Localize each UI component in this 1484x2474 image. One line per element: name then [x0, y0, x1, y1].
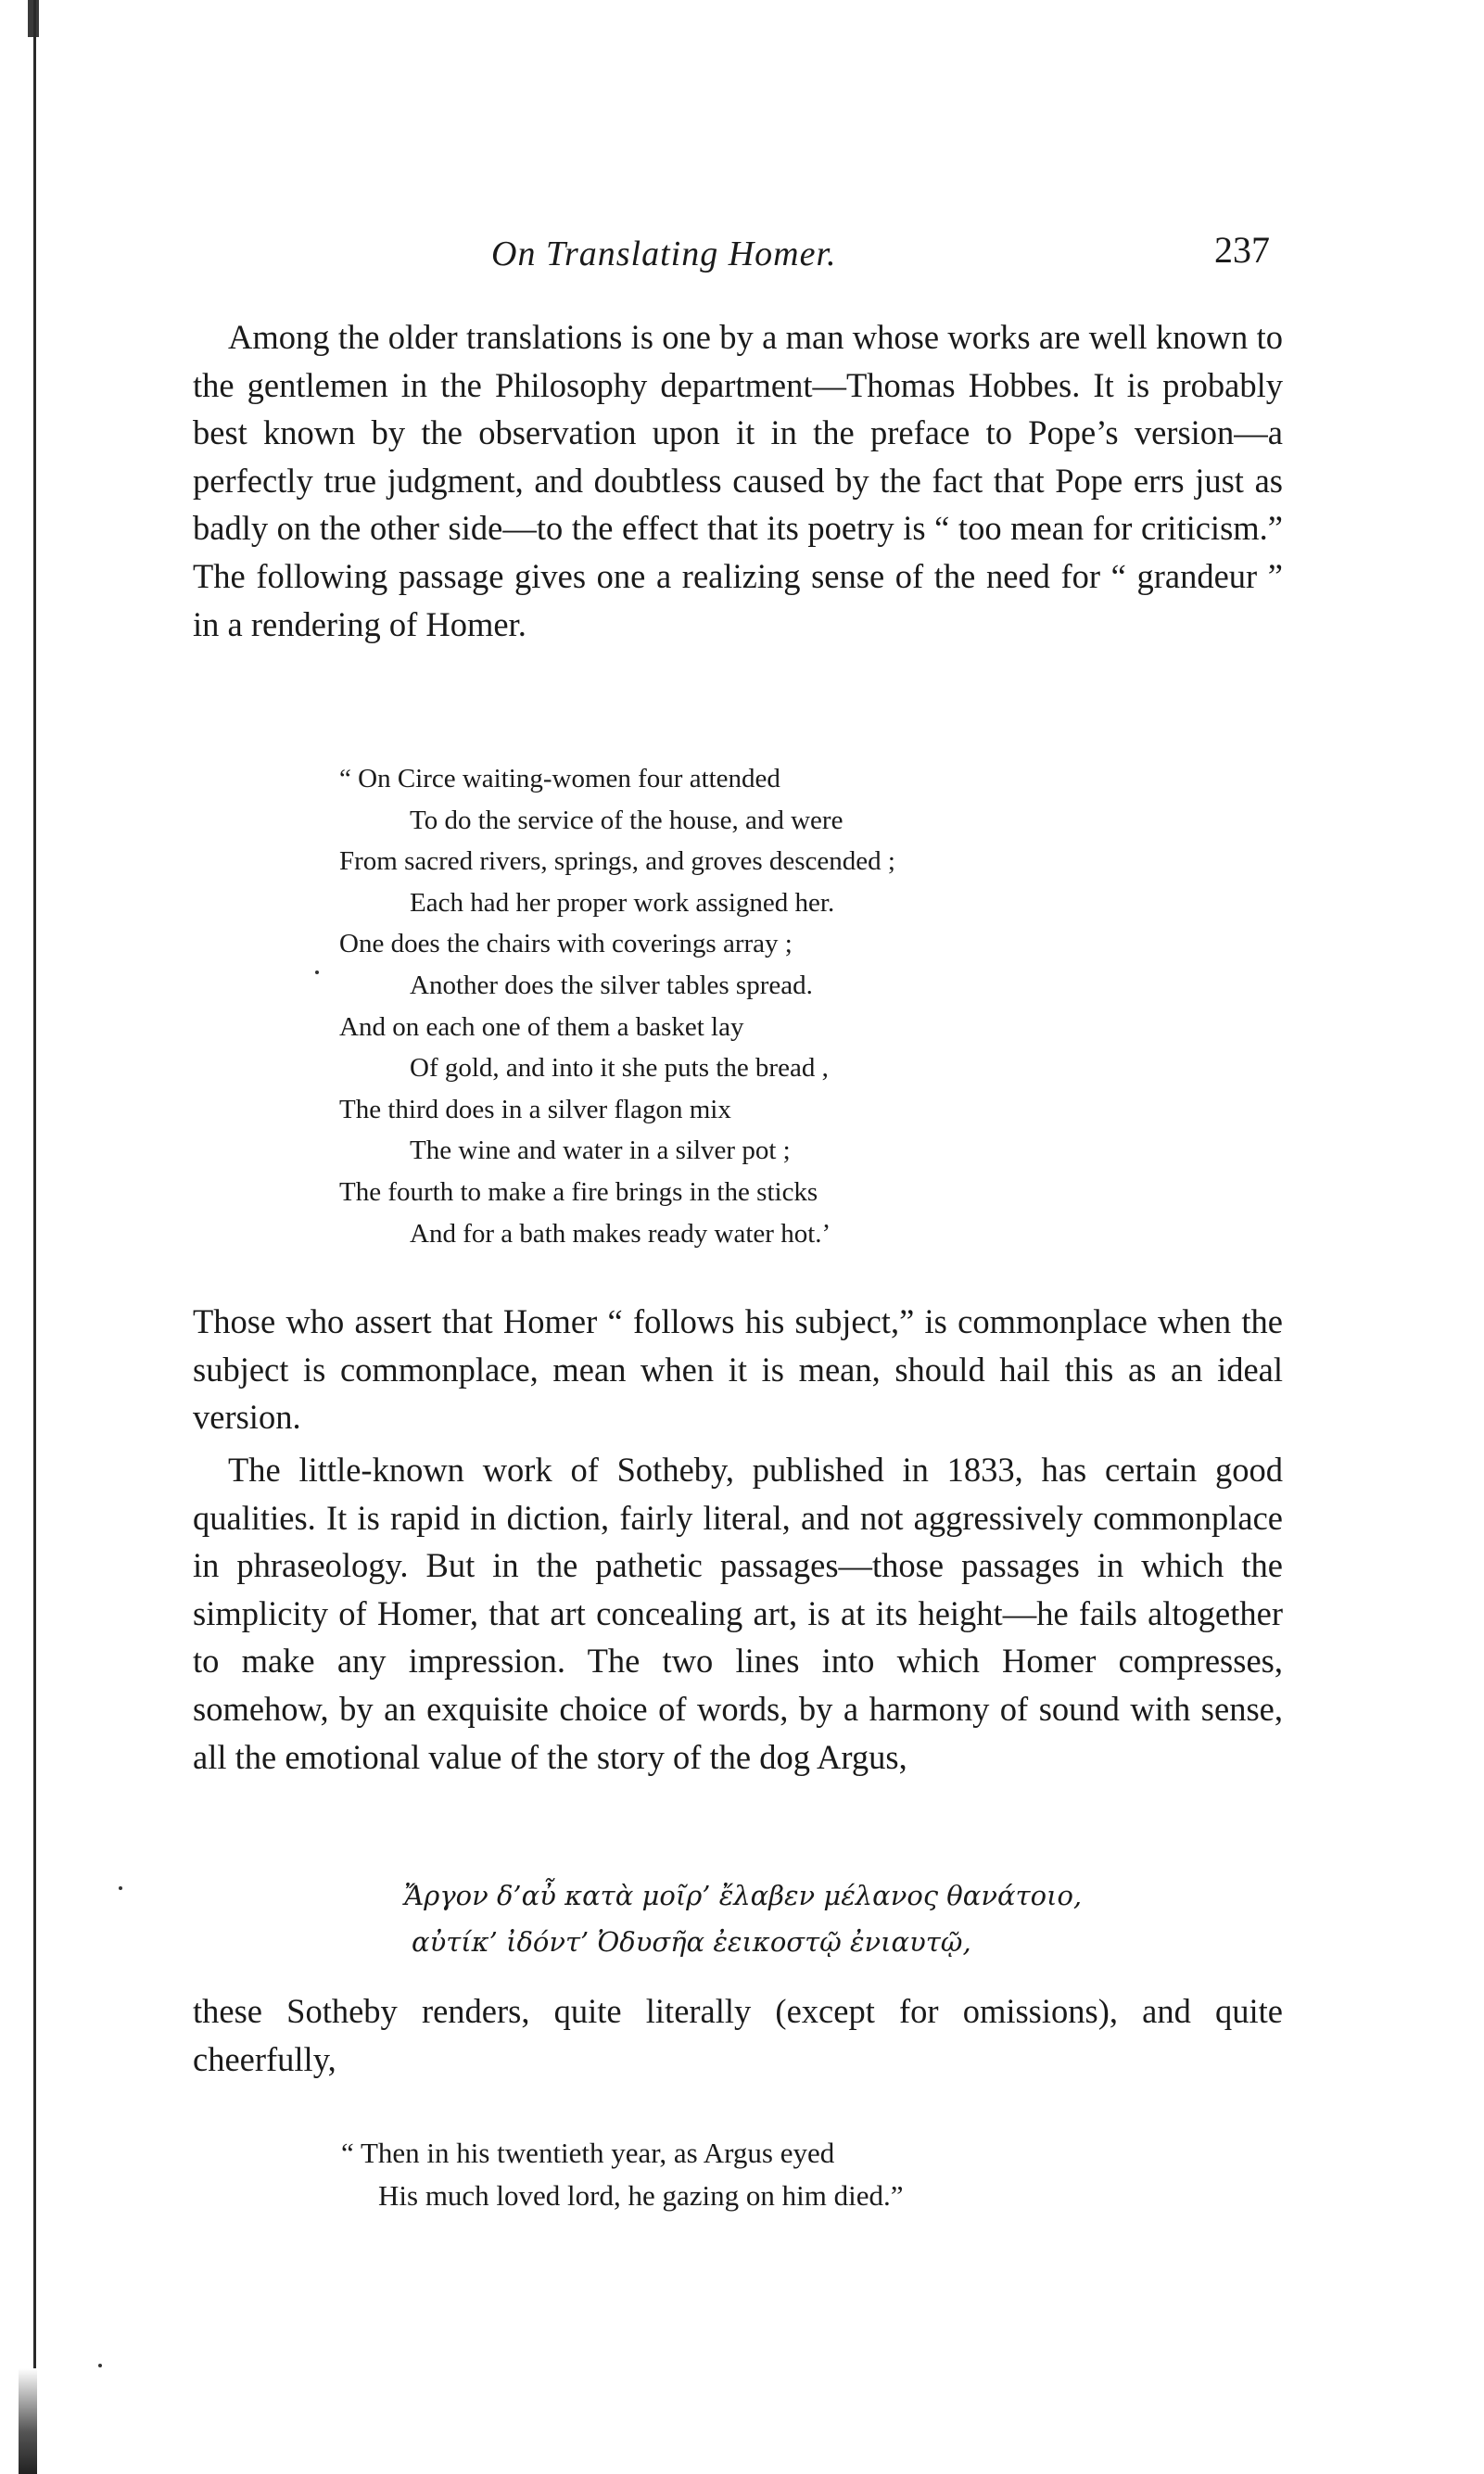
- verse-line: Of gold, and into it she puts the bread ,: [410, 1053, 829, 1084]
- paragraph-hobbes: Among the older translations is one by a man whose works are well known to the gentlemen in the Philosophy department—Thomas Hobbes. It is probably best known by the observation upon it in the preface to Pope’s version—a perfectly true judgment, and doubtless caused by the fact that Pope errs just as badly on the other side—to the effect that its poetry is “ too mean for criticism.” The following passage gives one a realizing sense of the need for “ grandeur ” in a rendering of Homer.: [193, 318, 1283, 643]
- verse-line: “ Then in his twentieth year, as Argus eyed: [341, 2137, 835, 2169]
- scan-binding-edge: [33, 0, 36, 2474]
- verse-line: To do the service of the house, and were: [410, 805, 843, 835]
- scan-speck: [98, 2364, 102, 2367]
- sotheby-verse-quotation: [341, 2132, 1175, 2217]
- running-head: [0, 229, 1484, 289]
- greek-line: αὐτίκ’ ἰδόντ’ Ὀδυσῆα ἐεικοστῷ ἐνιαυτῷ,: [412, 1926, 971, 1958]
- paragraph-sotheby: The little-known work of Sotheby, published in 1833, has certain good qualities. It is rapid in diction, fairly literal, and not aggressively commonplace in phraseology. But in the pathetic passages—those passages in which the simplicity of Homer, that art concealing art, is at its height—he fails altogether to make any impression. The two lines into which Homer compresses, somehow, by an exquisite choice of words, by a harmony of sound with sense, all the emotional value of the story of the dog Argus,: [193, 1451, 1283, 1776]
- verse-line: “ On Circe waiting-women four attended: [339, 764, 780, 793]
- hobbes-verse-quotation: [339, 758, 1173, 1254]
- paragraph-commonplace: Those who assert that Homer “ follows his subject,” is commonplace when the subject is commonplace, mean when it is mean, should hail this as an ideal version.: [193, 1302, 1283, 1437]
- scan-binding-shadow: [19, 2368, 37, 2474]
- verse-line: Each had her proper work assigned her.: [410, 887, 835, 918]
- greek-quotation: [404, 1872, 1238, 1965]
- running-title: On Translating Homer.: [491, 235, 837, 273]
- verse-line: His much loved lord, he gazing on him died.”: [378, 2179, 904, 2212]
- verse-line: Another does the silver tables spread.: [410, 970, 813, 1000]
- paragraph-sotheby-rendering: these Sotheby renders, quite literally (except for omissions), and quite cheerfully,: [193, 1992, 1283, 2078]
- verse-line: And for a bath makes ready water hot.’: [410, 1218, 831, 1249]
- verse-line: From sacred rivers, springs, and groves descended ;: [339, 846, 895, 877]
- verse-line: And on each one of them a basket lay: [339, 1011, 744, 1042]
- verse-line: The third does in a silver flagon mix: [339, 1094, 731, 1124]
- scan-speck: [315, 971, 319, 974]
- verse-line: One does the chairs with coverings array ;: [339, 929, 793, 959]
- scan-speck: [119, 1886, 122, 1890]
- verse-line: The wine and water in a silver pot ;: [410, 1136, 791, 1166]
- verse-line: The fourth to make a fire brings in the sticks: [339, 1176, 818, 1207]
- page-number: 237: [1214, 229, 1270, 271]
- greek-line: Ἄργον δ’αὖ κατὰ μοῖρ’ ἔλαβεν μέλανος θανάτοιο,: [404, 1880, 1083, 1911]
